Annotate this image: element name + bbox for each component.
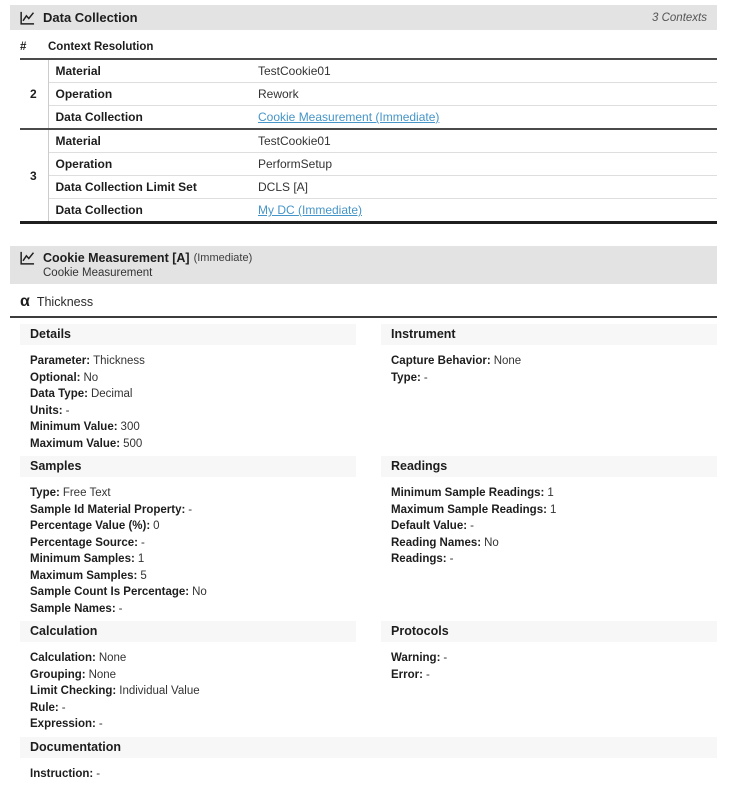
panel-instrument <box>381 324 717 390</box>
row-value: Rework <box>258 83 717 106</box>
data-collection-section-header <box>10 5 717 30</box>
field-maximum-samples: Maximum Samples: 5 <box>30 568 356 585</box>
parameter-name: Thickness <box>37 295 93 309</box>
row-label: Operation <box>48 153 258 176</box>
field-percentage-source: Percentage Source: - <box>30 535 356 552</box>
section-title: Data Collection <box>43 10 138 25</box>
field-minimum-sample-readings: Minimum Sample Readings: 1 <box>391 485 717 502</box>
table-row <box>20 83 717 106</box>
panel-header: Readings <box>381 456 717 477</box>
field-expression: Expression: - <box>30 716 356 733</box>
table-row <box>20 176 717 199</box>
field-reading-names: Reading Names: No <box>391 535 717 552</box>
table-row <box>20 153 717 176</box>
line-chart-icon <box>20 11 35 25</box>
context-group-2 <box>20 59 717 129</box>
field-type: Type: - <box>391 370 717 387</box>
field-calculation: Calculation: None <box>30 650 356 667</box>
field-error: Error: - <box>391 667 717 684</box>
alpha-icon: α <box>20 294 30 310</box>
panel-protocols <box>381 621 717 687</box>
table-row <box>20 106 717 130</box>
cookie-measurement-section-header <box>10 246 717 284</box>
field-maximum-value: Maximum Value: 500 <box>30 436 356 453</box>
field-units: Units: - <box>30 403 356 420</box>
context-group-3 <box>20 129 717 223</box>
row-label: Material <box>48 129 258 153</box>
data-collection-link[interactable]: My DC (Immediate) <box>258 203 362 217</box>
field-optional: Optional: No <box>30 370 356 387</box>
field-default-value: Default Value: - <box>391 518 717 535</box>
field-limit-checking: Limit Checking: Individual Value <box>30 683 356 700</box>
panel-header: Documentation <box>20 737 717 758</box>
field-parameter: Parameter: Thickness <box>30 353 356 370</box>
row-value <box>258 199 717 223</box>
measurement-title: Cookie Measurement [A] <box>43 251 190 265</box>
data-collection-link[interactable]: Cookie Measurement (Immediate) <box>258 110 439 124</box>
field-sample-count-is-percentage: Sample Count Is Percentage: No <box>30 584 356 601</box>
table-row <box>20 59 717 83</box>
row-label: Material <box>48 59 258 83</box>
panel-documentation <box>20 737 717 786</box>
table-row <box>20 199 717 223</box>
field-readings: Readings: - <box>391 551 717 568</box>
row-label: Data Collection <box>48 199 258 223</box>
panels-grid <box>20 324 717 786</box>
row-label: Operation <box>48 83 258 106</box>
context-number: 3 <box>20 129 48 223</box>
field-minimum-samples: Minimum Samples: 1 <box>30 551 356 568</box>
column-header-number: # <box>20 36 48 59</box>
panel-header: Protocols <box>381 621 717 642</box>
field-maximum-sample-readings: Maximum Sample Readings: 1 <box>391 502 717 519</box>
panel-details <box>20 324 356 456</box>
field-rule: Rule: - <box>30 700 356 717</box>
row-value: PerformSetup <box>258 153 717 176</box>
measurement-mode: (Immediate) <box>194 252 253 264</box>
column-header-context-resolution: Context Resolution <box>48 36 717 59</box>
table-header-row <box>20 36 717 59</box>
field-sample-id-material-property: Sample Id Material Property: - <box>30 502 356 519</box>
line-chart-icon <box>20 251 35 265</box>
row-label: Data Collection <box>48 106 258 130</box>
panel-readings <box>381 456 717 572</box>
panel-calculation <box>20 621 356 737</box>
field-minimum-value: Minimum Value: 300 <box>30 419 356 436</box>
parameter-row <box>10 290 717 318</box>
panel-header: Samples <box>20 456 356 477</box>
row-value: TestCookie01 <box>258 59 717 83</box>
field-grouping: Grouping: None <box>30 667 356 684</box>
field-instruction: Instruction: - <box>30 766 717 783</box>
panel-header: Details <box>20 324 356 345</box>
contexts-count-badge: 3 Contexts <box>652 12 707 24</box>
table-row <box>20 129 717 153</box>
measurement-subtitle: Cookie Measurement <box>43 267 707 279</box>
row-label: Data Collection Limit Set <box>48 176 258 199</box>
field-capture-behavior: Capture Behavior: None <box>391 353 717 370</box>
field-percentage-value: Percentage Value (%): 0 <box>30 518 356 535</box>
row-value: DCLS [A] <box>258 176 717 199</box>
panel-header: Calculation <box>20 621 356 642</box>
field-warning: Warning: - <box>391 650 717 667</box>
panel-samples <box>20 456 356 621</box>
field-type: Type: Free Text <box>30 485 356 502</box>
row-value <box>258 106 717 130</box>
row-value: TestCookie01 <box>258 129 717 153</box>
field-data-type: Data Type: Decimal <box>30 386 356 403</box>
context-resolution-table <box>20 36 717 224</box>
context-number: 2 <box>20 59 48 129</box>
panel-header: Instrument <box>381 324 717 345</box>
field-sample-names: Sample Names: - <box>30 601 356 618</box>
